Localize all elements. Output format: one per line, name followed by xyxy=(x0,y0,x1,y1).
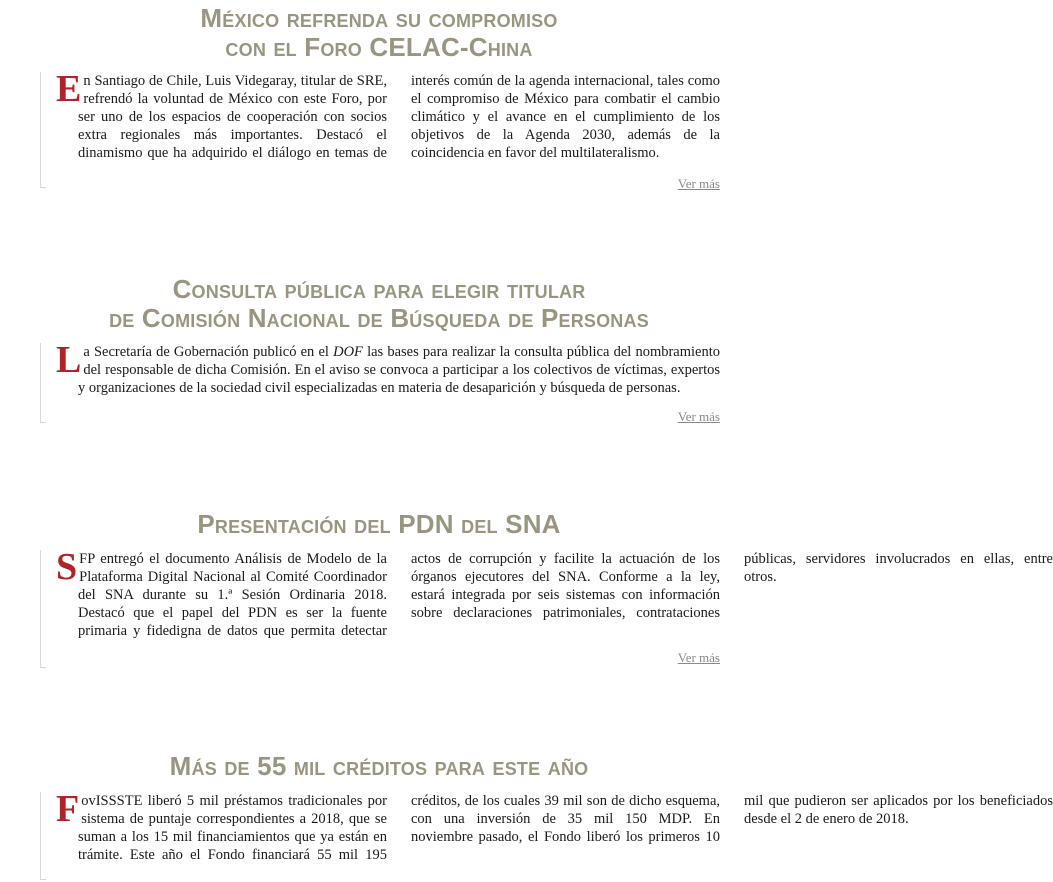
article-body-wrap xyxy=(40,546,1053,670)
article-text: n Santiago de Chile, Luis Videgaray, titular de SRE, refrendó la voluntad de México con este Foro, por ser uno de los espacios de cooperación con socios extra regionales más importantes. Destacó el dinamismo que ha adquirido el diálogo en temas de interés común de la agenda internacional, tales como el compromiso de México para combatir el cambio climático y el avance en el cumplimiento de los objetivos de la Agenda 2030, además de la coincidencia en favor del multilateralismo. xyxy=(78,73,720,161)
article-title xyxy=(0,752,758,781)
left-rule xyxy=(40,72,41,188)
article-fovissste xyxy=(0,751,1053,863)
left-rule xyxy=(40,343,41,423)
article-celac-china xyxy=(0,3,758,191)
drop-cap: L xyxy=(56,339,82,381)
article-pdn-sna xyxy=(0,509,1053,665)
article-text: FP entregó el documento Análisis de Modelo de la Plataforma Digital Nacional al Comité Coordinador del SNA durante su 1.ª Sesión Ordinaria 2018. Destacó que el papel del PDN es ser la fuente primaria y fidedigna de datos que permita detectar actos de corrupción y facilite la actuación de los órganos ejecutores del SNA. Conforme a la ley, estará integrada por seis sistemas con información sobre declaraciones patrimoniales, contrataciones públicas, servidores involucrados en ellas, entre otros. xyxy=(78,551,1053,639)
article-text-post: las bases para realizar la consulta pública del nombramiento del responsable de dicha Comisión. En el aviso se convoca a participar a los colectivos de víctimas, expertos y organizaciones de la sociedad civil especializadas en materia de desaparición y búsqueda de personas. xyxy=(78,344,721,396)
article-body-wrap xyxy=(40,68,720,191)
title-line-2: de Comisión Nacional de Búsqueda de Personas xyxy=(109,303,649,333)
ver-mas-link[interactable]: Ver más xyxy=(677,650,720,665)
article-body xyxy=(56,68,720,168)
dof-emphasis: DOF xyxy=(333,344,363,360)
title-line-1: Consulta pública para elegir titular xyxy=(172,274,586,304)
ver-mas-link[interactable]: Ver más xyxy=(677,409,720,424)
left-rule xyxy=(40,550,41,668)
article-text: ovISSSTE liberó 5 mil préstamos tradicionales por sistema de puntaje correspondientes a 2018, que se suman a los 15 mil financiamientos que ya están en trámite. Este año el Fondo financiará 55 mil 195 créditos, de los cuales 39 mil son de dicho esquema, con una inversión de 35 mil 150 MDP. En noviembre pasado, el Fondo liberó los primeros 10 mil que pudieron ser aplicados por los beneficiados desde el 2 de enero de 2018. xyxy=(78,793,1053,863)
title-line-1: México refrenda su compromiso xyxy=(200,3,558,33)
article-text-pre: a Secretaría de Gobernación publicó en el xyxy=(83,344,334,360)
article-title xyxy=(0,275,758,333)
article-body xyxy=(56,339,721,397)
drop-cap: F xyxy=(56,788,80,830)
ver-mas-link[interactable]: Ver más xyxy=(677,176,720,191)
drop-cap: S xyxy=(56,546,78,588)
title-line-1: Presentación del PDN del SNA xyxy=(197,509,561,539)
title-line-1: Más de 55 mil créditos para este año xyxy=(169,751,589,781)
article-consulta-publica xyxy=(0,274,758,424)
article-body xyxy=(56,546,1053,648)
article-body-wrap xyxy=(40,788,1053,882)
left-rule xyxy=(40,792,41,880)
article-body xyxy=(56,788,1053,870)
title-line-2: con el Foro CELAC-China xyxy=(225,32,533,62)
article-title xyxy=(0,510,758,539)
drop-cap: E xyxy=(56,68,82,110)
article-body-wrap xyxy=(40,339,721,425)
article-title xyxy=(0,4,758,62)
